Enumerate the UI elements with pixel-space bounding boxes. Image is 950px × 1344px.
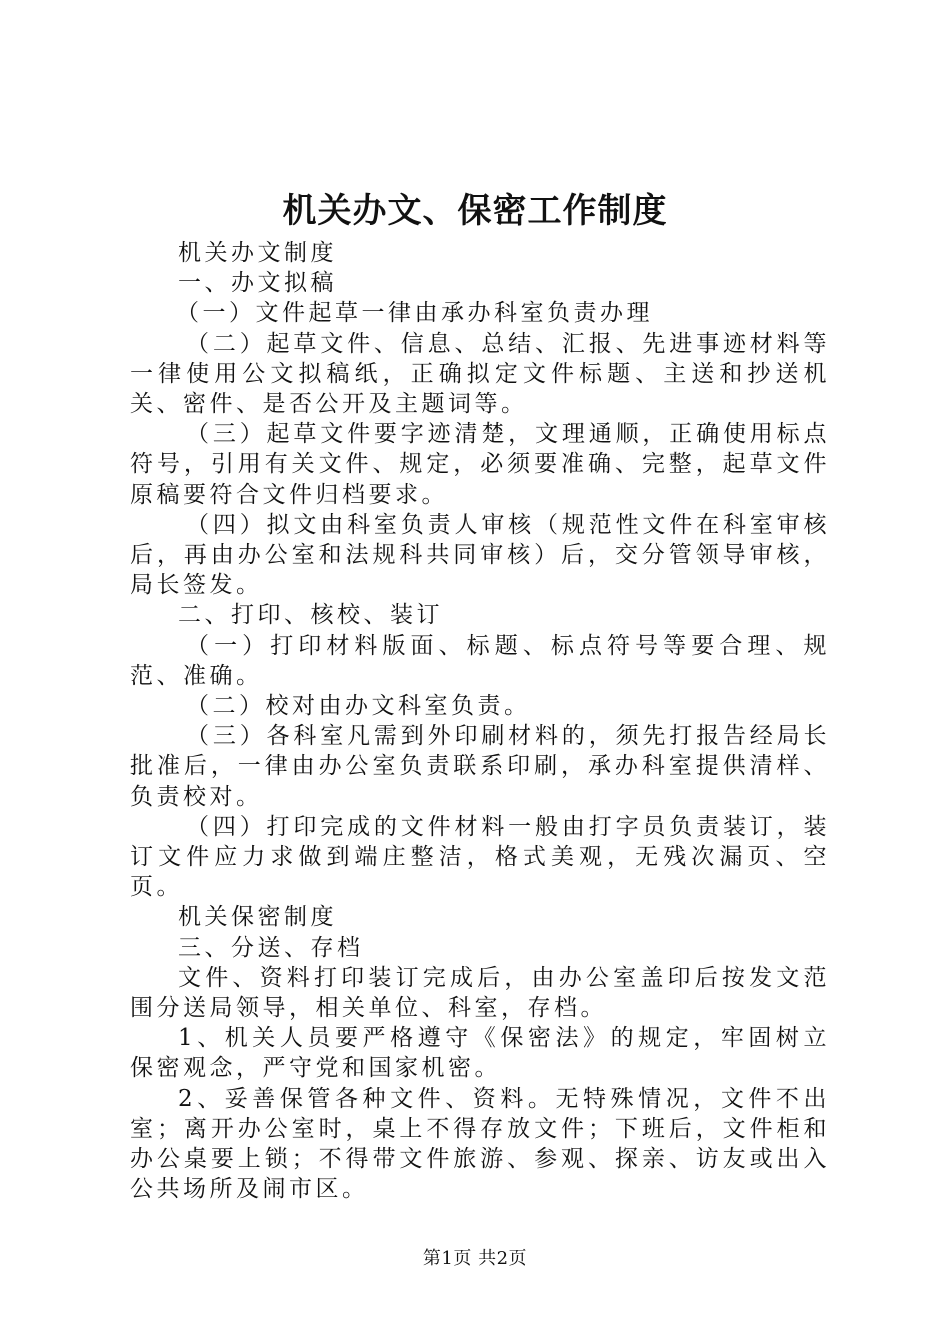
subsection-heading: 三、分送、存档 bbox=[178, 934, 364, 961]
paragraph: （二）起草文件、信息、总结、汇报、先进事迹材料等一律使用公文拟稿纸，正确拟定文件标题、主送和抄送机关、密件、是否公开及主题词等。 bbox=[130, 330, 830, 418]
document-title: 机关办文、保密工作制度 bbox=[282, 191, 668, 231]
paragraph: （四）拟文由科室负责人审核（规范性文件在科室审核后，再由办公室和法规科共同审核）后，交分管领导审核，局长签发。 bbox=[130, 511, 830, 599]
paragraph: 1、机关人员要严格遵守《保密法》的规定，牢固树立保密观念，严守党和国家机密。 bbox=[130, 1025, 830, 1082]
paragraph: （一）文件起草一律由承办科室负责办理 bbox=[176, 300, 653, 327]
paragraph: 文件、资料打印装订完成后，由办公室盖印后按发文范围分送局领导，相关单位、科室，存档。 bbox=[130, 964, 830, 1022]
section-heading: 机关保密制度 bbox=[178, 904, 337, 931]
document-body bbox=[130, 238, 830, 1205]
section-heading: 机关办文制度 bbox=[178, 240, 337, 266]
paragraph: （一）打印材料版面、标题、标点符号等要合理、规范、准确。 bbox=[130, 632, 830, 689]
paragraph: （四）打印完成的文件材料一般由打字员负责装订，装订文件应力求做到端庄整洁，格式美观，无残次漏页、空页。 bbox=[130, 813, 830, 901]
paragraph: （二）校对由办文科室负责。 bbox=[186, 693, 531, 720]
page-footer: 第1页 共2页 bbox=[422, 1248, 528, 1269]
paragraph: （三）起草文件要字迹清楚，文理通顺，正确使用标点符号，引用有关文件、规定，必须要准确、完整，起草文件原稿要符合文件归档要求。 bbox=[130, 421, 830, 508]
paragraph: （三）各科室凡需到外印刷材料的，须先打报告经局长批准后，一律由办公室负责联系印刷，承办科室提供清样、负责校对。 bbox=[130, 723, 830, 810]
subsection-heading: 二、打印、核校、装订 bbox=[178, 602, 443, 629]
paragraph: 2、妥善保管各种文件、资料。无特殊情况，文件不出室；离开办公室时，桌上不得存放文件；下班后，文件柜和办公桌要上锁；不得带文件旅游、参观、探亲、访友或出入公共场所及闹市区。 bbox=[130, 1085, 830, 1203]
subsection-heading: 一、办文拟稿 bbox=[178, 270, 337, 297]
